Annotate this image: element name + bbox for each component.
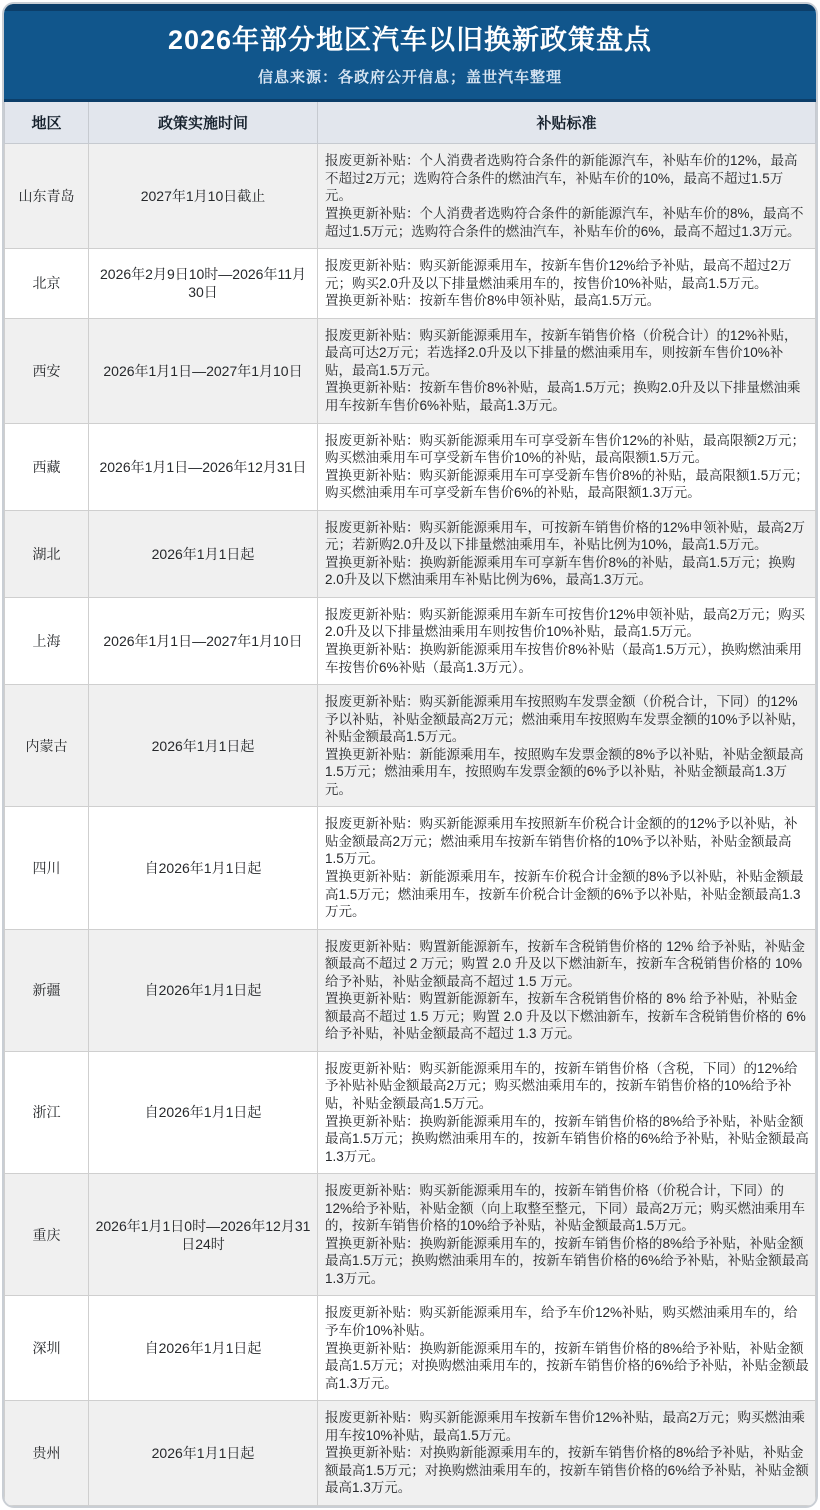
page-title: 2026年部分地区汽车以旧换新政策盘点	[167, 25, 653, 55]
policy-table-card	[2, 2, 818, 1508]
region-cell: 浙江	[5, 1051, 89, 1173]
scrap-subsidy-text: 报废更新补贴：购买新能源乘用车可享受新车售价12%的补贴，最高限额2万元；购买燃油乘用车可享受新车售价10%的补贴，最高限额1.5万元。	[325, 432, 806, 466]
period-cell: 自2026年1月1日起	[89, 929, 318, 1051]
replace-subsidy-text: 置换更新补贴：对换购新能源乘用车的，按新车销售价格的8%给予补贴，补贴金额最高1.5万元；对换购燃油乘用车的，按新车销售价格的6%给予补贴，补贴金额最高1.3万元。	[325, 1445, 809, 1496]
scrap-subsidy-text: 报废更新补贴：购买新能源乘用车新车可按售价12%申领补贴，最高2万元；购买2.0升及以下排量燃油乘用车则按售价10%补贴，最高1.5万元。	[325, 606, 806, 640]
replace-subsidy-text: 置换更新补贴：换购新能源乘用车按售价8%补贴（最高1.5万元），换购燃油乘用车按售价6%补贴（最高1.3万元）。	[325, 641, 803, 675]
col-header-subsidy: 补贴标准	[318, 102, 816, 144]
table-row	[5, 1174, 816, 1296]
region-cell: 重庆	[5, 1174, 89, 1296]
region-cell: 内蒙古	[5, 685, 89, 807]
region-cell: 西安	[5, 318, 89, 423]
subsidy-cell	[318, 249, 816, 319]
period-cell: 2026年1月1日起	[89, 1401, 318, 1506]
table-row	[5, 144, 816, 249]
replace-subsidy-text: 置换更新补贴：新能源乘用车，按新车价税合计金额的8%予以补贴，补贴金额最高1.5万元；燃油乘用车，按新车价税合计金额的6%予以补贴，补贴金额最高1.3万元。	[325, 868, 804, 920]
period-cell: 2027年1月10日截止	[89, 144, 318, 249]
scrap-subsidy-text: 报废更新补贴：购买新能源乘用车，按新车销售价格（价税合计）的12%补贴，最高可达2万元；若选择2.0升及以下排量的燃油乘用车，则按新车售价10%补贴，最高1.5万元。	[325, 327, 798, 378]
scrap-subsidy-text: 报废更新补贴：购买新能源乘用车，可按新车销售价格的12%申领补贴，最高2万元；若新购2.0升及以下排量燃油乘用车，补贴比例为10%，最高1.5万元。	[325, 519, 806, 553]
subsidy-cell	[318, 807, 816, 929]
subsidy-cell	[318, 685, 816, 807]
replace-subsidy-text: 置换更新补贴：购买新能源乘用车可享受新车售价8%的补贴，最高限额1.5万元；购买燃油乘用车可享受新车售价6%的补贴，最高限额1.3万元。	[325, 467, 809, 501]
period-cell: 2026年1月1日—2026年12月31日	[89, 423, 318, 510]
scrap-subsidy-text: 报废更新补贴：购买新能源乘用车按照购车发票金额（价税合计，下同）的12%予以补贴，补贴金额最高2万元；燃油乘用车按照购车发票金额的10%予以补贴，补贴金额最高1.5万元。	[325, 694, 806, 745]
table-header-row	[5, 102, 816, 144]
scrap-subsidy-text: 报废更新补贴：购买新能源乘用车的，按新车销售价格（含税，下同）的12%给予补贴补贴金额最高2万元；购买燃油乘用车的，按新车销售价格的10%给予补贴，补贴金额最高1.5万元。	[325, 1060, 798, 1111]
source-note: 信息来源：各政府公开信息；盖世汽车整理	[257, 69, 562, 87]
replace-subsidy-text: 置换更新补贴：购置新能源新车，按新车含税销售价格的 8% 给予补贴，补贴金额最高不超过 1.5 万元；购置 2.0 升及以下燃油新车，按新车含税销售价格的 6% 给予补贴，补贴金额最高不超过 1.3 万元。	[325, 991, 806, 1042]
region-cell: 北京	[5, 249, 89, 319]
region-cell: 西藏	[5, 423, 89, 510]
region-cell: 深圳	[5, 1296, 89, 1401]
table-row	[5, 597, 816, 684]
region-cell: 湖北	[5, 510, 89, 597]
table-body	[5, 144, 816, 1506]
region-cell: 上海	[5, 597, 89, 684]
table-row	[5, 423, 816, 510]
replace-subsidy-text: 置换更新补贴：新能源乘用车，按照购车发票金额的8%予以补贴，补贴金额最高1.5万元；燃油乘用车，按照购车发票金额的6%予以补贴，补贴金额最高1.3万元。	[325, 746, 804, 797]
subsidy-cell	[318, 929, 816, 1051]
period-cell: 自2026年1月1日起	[89, 1051, 318, 1173]
period-cell: 2026年1月1日起	[89, 510, 318, 597]
replace-subsidy-text: 置换更新补贴：按新车售价8%申领补贴，最高1.5万元。	[325, 293, 661, 309]
scrap-subsidy-text: 报废更新补贴：购买新能源乘用车按照新车价税合计金额的的12%予以补贴，补贴金额最高2万元；燃油乘用车按新车销售价格的10%予以补贴，补贴金额最高1.5万元。	[325, 816, 798, 867]
period-cell: 2026年1月1日—2027年1月10日	[89, 597, 318, 684]
period-cell: 自2026年1月1日起	[89, 807, 318, 929]
table-row	[5, 510, 816, 597]
header-banner	[4, 4, 816, 102]
scrap-subsidy-text: 报废更新补贴：购买新能源乘用车，给予车价12%补贴，购买燃油乘用车的，给予车价10%补贴。	[325, 1305, 798, 1339]
period-cell: 2026年1月1日起	[89, 685, 318, 807]
policy-table	[4, 102, 816, 1506]
subsidy-cell	[318, 423, 816, 510]
subsidy-cell	[318, 510, 816, 597]
table-row	[5, 318, 816, 423]
scrap-subsidy-text: 报废更新补贴：个人消费者选购符合条件的新能源汽车，补贴车价的12%，最高不超过2万元；选购符合条件的燃油汽车，补贴车价的10%，最高不超过1.5万元。	[325, 153, 798, 204]
replace-subsidy-text: 置换更新补贴：换购新能源乘用车可享新车售价8%的补贴，最高1.5万元；换购2.0升及以下燃油乘用车补贴比例为6%，最高1.3万元。	[325, 554, 796, 588]
period-cell: 2026年1月1日0时—2026年12月31日24时	[89, 1174, 318, 1296]
col-header-region: 地区	[5, 102, 89, 144]
period-cell: 2026年2月9日10时—2026年11月30日	[89, 249, 318, 319]
region-cell: 新疆	[5, 929, 89, 1051]
table-row	[5, 807, 816, 929]
subsidy-cell	[318, 1401, 816, 1506]
table-row	[5, 249, 816, 319]
replace-subsidy-text: 置换更新补贴：个人消费者选购符合条件的新能源汽车，补贴车价的8%，最高不超过1.5万元；选购符合条件的燃油汽车，补贴车价的6%，最高不超过1.3万元。	[325, 206, 804, 239]
region-cell: 山东青岛	[5, 144, 89, 249]
subsidy-cell	[318, 144, 816, 249]
scrap-subsidy-text: 报废更新补贴：购买新能源乘用车的，按新车销售价格（价税合计，下同）的12%给予补贴，补贴金额（向上取整至整元，下同）最高2万元；购买燃油乘用车的，按新车销售价格的10%给予补贴，补贴金额最高1.5万元。	[325, 1183, 806, 1234]
replace-subsidy-text: 置换更新补贴：换购新能源乘用车的，按新车销售价格的8%给予补贴，补贴金额最高1.5万元；对换购燃油乘用车的，按新车销售价格的6%给予补贴，补贴金额最高1.3万元。	[325, 1340, 809, 1391]
replace-subsidy-text: 置换更新补贴：换购新能源乘用车的，按新车销售价格的8%给予补贴，补贴金额最高1.5万元；换购燃油乘用车的，按新车销售价格的6%给予补贴，补贴金额最高1.3万元。	[325, 1113, 809, 1164]
subsidy-cell	[318, 597, 816, 684]
scrap-subsidy-text: 报废更新补贴：购买新能源乘用车，按新车售价12%给予补贴，最高不超过2万元；购买2.0升及以下排量燃油乘用车的，按售价10%补贴，最高1.5万元。	[325, 258, 792, 291]
table-row	[5, 1051, 816, 1173]
table-row	[5, 1401, 816, 1506]
subsidy-cell	[318, 318, 816, 423]
table-row	[5, 929, 816, 1051]
region-cell: 四川	[5, 807, 89, 929]
subsidy-cell	[318, 1174, 816, 1296]
table-row	[5, 685, 816, 807]
period-cell: 2026年1月1日—2027年1月10日	[89, 318, 318, 423]
scrap-subsidy-text: 报废更新补贴：购置新能源新车，按新车含税销售价格的 12% 给予补贴，补贴金额最高不超过 2 万元；购置 2.0 升及以下燃油新车，按新车含税销售价格的 10% 给予补贴，补贴金额最高不超过 1.5 万元。	[325, 938, 806, 989]
period-cell: 自2026年1月1日起	[89, 1296, 318, 1401]
subsidy-cell	[318, 1051, 816, 1173]
col-header-period: 政策实施时间	[89, 102, 318, 144]
replace-subsidy-text: 置换更新补贴：换购新能源乘用车的，按新车销售价格的8%给予补贴，补贴金额最高1.5万元；换购燃油乘用车的，按新车销售价格的6%给予补贴，补贴金额最高1.3万元。	[325, 1235, 809, 1286]
replace-subsidy-text: 置换更新补贴：按新车售价8%补贴，最高1.5万元；换购2.0升及以下排量燃油乘用车按新车售价6%补贴，最高1.3万元。	[325, 380, 801, 413]
scrap-subsidy-text: 报废更新补贴：购买新能源乘用车按新车售价12%补贴，最高2万元；购买燃油乘用车按10%补贴，最高1.5万元。	[325, 1410, 806, 1443]
region-cell: 贵州	[5, 1401, 89, 1506]
